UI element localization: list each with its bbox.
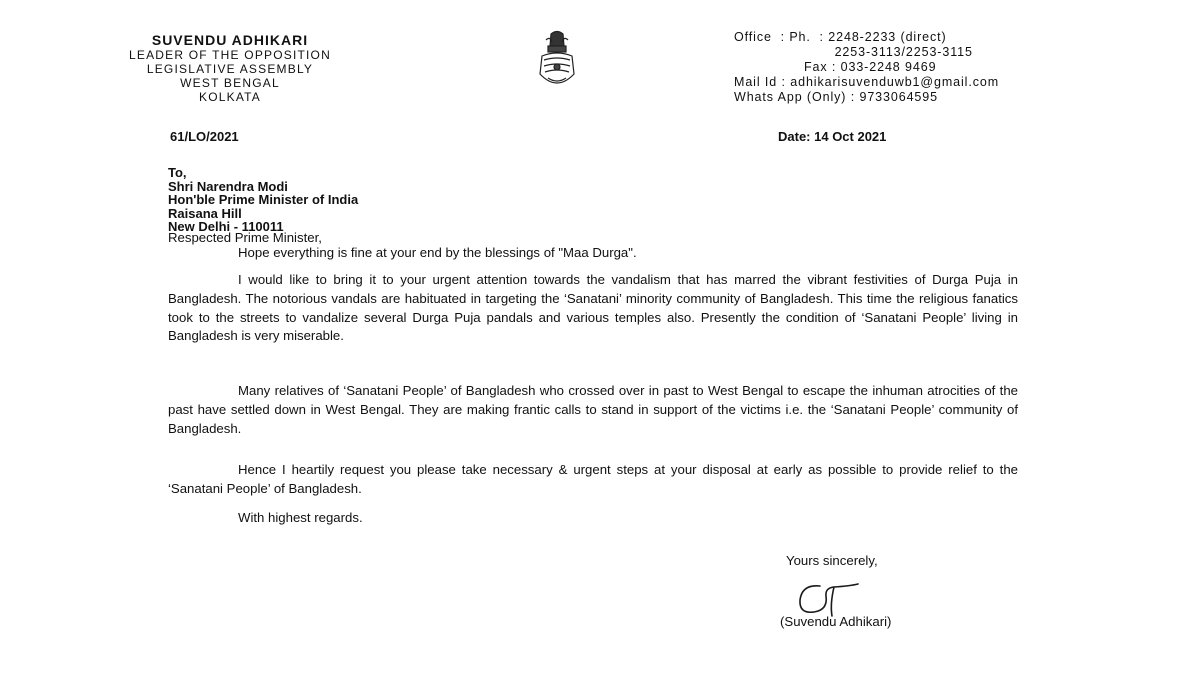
sender-city: KOLKATA <box>199 90 261 104</box>
paragraph-text: Many relatives of ‘Sanatani People’ of Bangladesh who crossed over in past to West Bengal to escape the inhuman atrocities of the past have settled down in West Bengal. They are making frantic calls to stand in support of the victims i.e. the ‘Sanatani People’ community of Bangladesh. <box>168 383 1018 436</box>
sender-title: LEADER OF THE OPPOSITION <box>129 48 331 62</box>
contact-email: Mail Id : adhikarisuvenduwb1@gmail.com <box>734 75 1000 89</box>
contact-block <box>734 30 999 105</box>
recipient-city: New Delhi - 110011 <box>168 219 284 234</box>
reference-number: 61/LO/2021 <box>170 129 239 144</box>
contact-phone-direct: Office : Ph. : 2248-2233 (direct) <box>734 30 947 44</box>
sender-name: SUVENDU ADHIKARI <box>151 32 309 48</box>
recipient-title: Hon'ble Prime Minister of India <box>168 192 359 207</box>
letterhead-block <box>60 32 400 104</box>
signatory-name: (Suvendu Adhikari) <box>780 614 892 629</box>
letter-date: Date: 14 Oct 2021 <box>778 129 887 144</box>
recipient-address: Raisana Hill <box>168 205 242 221</box>
contact-phone-alt: 2253-3113/2253-3115 <box>734 45 973 59</box>
contact-whatsapp: Whats App (Only) : 9733064595 <box>734 90 938 104</box>
body-paragraph-1 <box>168 244 1018 263</box>
recipient-to: To, <box>168 165 187 180</box>
body-paragraph-3 <box>168 382 1018 438</box>
paragraph-text: Hope everything is fine at your end by the blessings of "Maa Durga". <box>238 245 637 260</box>
body-paragraph-5 <box>168 509 1018 528</box>
state-emblem-icon <box>534 30 580 94</box>
body-paragraph-4 <box>168 461 1018 499</box>
paragraph-text: Hence I heartily request you please take necessary & urgent steps at your disposal at early as possible to provide relief to the ‘Sanatani People’ of Bangladesh. <box>168 462 1018 496</box>
sender-state: WEST BENGAL <box>180 76 280 90</box>
paragraph-text: With highest regards. <box>238 510 363 525</box>
contact-fax: Fax : 033-2248 9469 <box>734 60 937 74</box>
salutation: Respected Prime Minister, <box>168 230 322 245</box>
sender-assembly: LEGISLATIVE ASSEMBLY <box>146 62 314 76</box>
closing-line: Yours sincerely, <box>786 553 878 568</box>
recipient-block <box>168 166 358 234</box>
paragraph-text: I would like to bring it to your urgent attention towards the vandalism that has marred the vibrant festivities of Durga Puja in Bangladesh. The notorious vandals are habituated in targeting the ‘Sanatani’ minority community of Bangladesh. This time the religious fanatics took to the streets to vandalize several Durga Puja pandals and various temples also. Presently the condition of ‘Sanatani People’ living in Bangladesh is very miserable. <box>168 272 1018 344</box>
recipient-name: Shri Narendra Modi <box>168 178 288 194</box>
body-paragraph-2 <box>168 271 1018 346</box>
